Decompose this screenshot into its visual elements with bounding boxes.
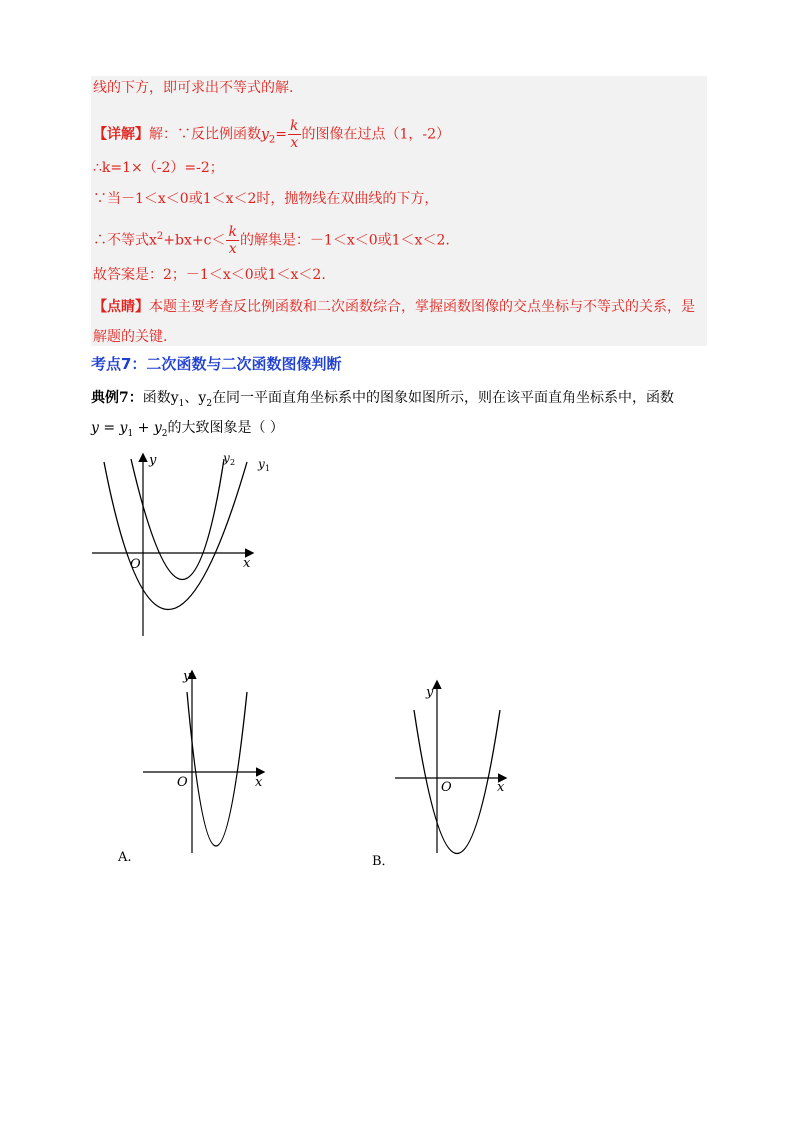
detail-tag: 【详解】: [93, 126, 149, 143]
line5-sup: 2: [156, 230, 164, 242]
option-a-label[interactable]: A.: [118, 850, 132, 865]
option-a-origin-label: O: [177, 775, 188, 790]
y2-label: y: [223, 451, 230, 465]
option-b-y-label: y: [426, 685, 434, 700]
example-s1: 1: [178, 398, 185, 409]
solution-line-1: 线的下方，即可求出不等式的解.: [93, 80, 294, 96]
option-b-curve: [414, 710, 500, 854]
option-a-curve: [187, 692, 247, 846]
line5-prefix: ∴不等式x: [93, 232, 157, 249]
comment-text: 本题主要考查反比例函数和二次函数综合，掌握函数图像的交点坐标与不等式的关系，是: [149, 299, 695, 315]
detail-func: y: [261, 126, 269, 143]
solution-line-3: ∴k=1×（-2）=-2；: [93, 160, 224, 176]
example-s2: 2: [206, 398, 213, 409]
solution-line-6: 故答案是：2；－1＜x＜0或1＜x＜2.: [93, 267, 326, 283]
example-line2s2: 2: [161, 428, 168, 439]
comment-tag: 【点睛】: [93, 299, 149, 315]
y1-label: y: [258, 457, 265, 471]
main-origin-label: O: [130, 557, 141, 572]
main-y-label: y: [149, 453, 157, 468]
detail-frac-den: x: [290, 135, 299, 151]
example-text1: 函数y: [142, 390, 179, 406]
y2-sub: 2: [230, 458, 236, 467]
detail-prefix: 解：∵反比例函数: [149, 126, 261, 143]
example-tag: 典例7：: [91, 390, 143, 406]
option-a-graph: [143, 669, 263, 853]
option-b-x-label: x: [497, 780, 505, 795]
detail-suffix: 的图像在过点（1，-2）: [301, 126, 451, 143]
example-line2a: y = y: [91, 420, 128, 436]
main-x-label: x: [243, 556, 251, 571]
line5-suffix: 的解集是：－1＜x＜0或1＜x＜2.: [239, 232, 450, 249]
y1-sub: 1: [265, 464, 271, 473]
option-b-graph: [395, 682, 505, 854]
example-line2b: + y: [133, 420, 162, 436]
example-line2c: 的大致图象是（ ）: [167, 420, 284, 436]
line5-frac-num: k: [228, 224, 237, 240]
curve-y2: [131, 459, 224, 580]
option-b-label[interactable]: B．: [372, 854, 395, 869]
main-graph: [92, 451, 270, 636]
option-a-x-label: x: [255, 775, 263, 790]
detail-sub: 2: [268, 134, 276, 146]
detail-frac-num: k: [290, 118, 299, 134]
example-line2s1: 1: [127, 428, 134, 439]
option-b-origin-label: O: [441, 780, 452, 795]
curve-y1: [104, 462, 247, 610]
comment-line-2: 解题的关键.: [93, 329, 168, 345]
section-heading: 考点7：二次函数与二次函数图像判断: [91, 355, 342, 373]
example-text2: 、y: [184, 390, 207, 406]
detail-eq: =: [275, 126, 288, 143]
line5-frac-den: x: [228, 241, 237, 257]
option-a-y-label: y: [183, 669, 191, 684]
line5-mid: +bx+c＜: [163, 232, 226, 249]
example-text3: 在同一平面直角坐标系中的图象如图所示，则在该平面直角坐标系中，函数: [212, 390, 675, 406]
solution-line-4: ∵当－1＜x＜0或1＜x＜2时，抛物线在双曲线的下方，: [93, 191, 439, 207]
